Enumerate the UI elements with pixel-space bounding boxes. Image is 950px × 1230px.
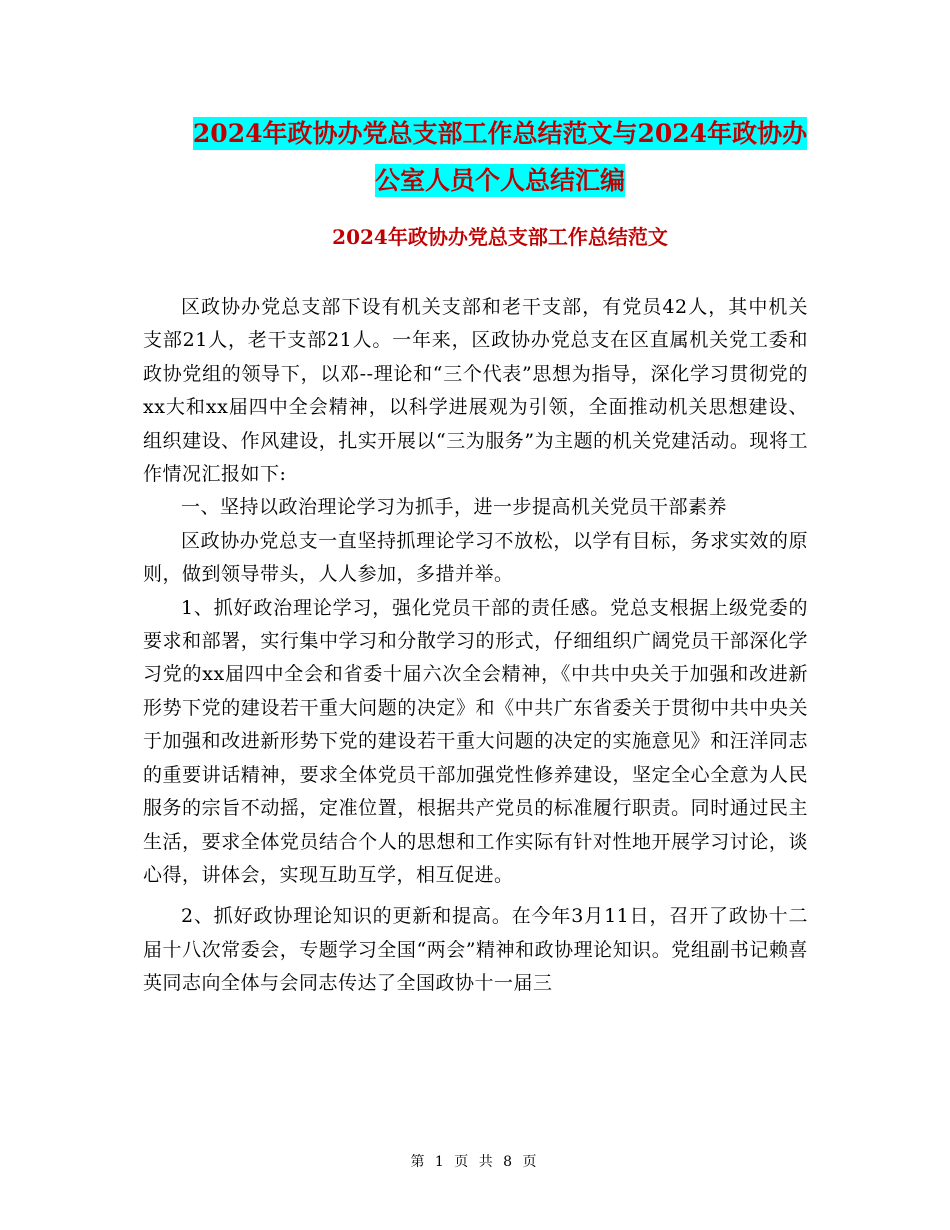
paragraph-principle: 区政协办党总支一直坚持抓理论学习不放松，以学有目标，务求实效的原则，做到领导带头，人人参加，多措并举。 xyxy=(143,529,808,586)
document-title xyxy=(100,110,900,204)
document-title-line-2: 公室人员个人总结汇编 xyxy=(374,166,625,195)
document-title-line-1: 2024年政协办党总支部工作总结范文与2024年政协办 xyxy=(192,119,808,148)
paragraph-heading-1: 一、坚持以政治理论学习为抓手，进一步提高机关党员干部素养 xyxy=(181,496,728,519)
paragraph-item-1: 1、抓好政治理论学习，强化党员干部的责任感。党总支根据上级党委的要求和部署，实行集中学习和分散学习的形式，仔细组织广阔党员干部深化学习党的xx届四中全会和省委十届六次全会精神，《中共中央关于加强和改进新形势下党的建设若干重大问题的决定》和《中共广东省委关于贯彻中共中央关于加强和改进新形势下党的建设若干重大问题的决定的实施意见》和汪洋同志的重要讲话精神，要求全体党员干部加强党性修养建设，坚定全心全意为人民服务的宗旨不动摇，定准位置，根据共产党员的标准履行职责。同时通过民主生活，要求全体党员结合个人的思想和工作实际有针对性地开展学习讨论，谈心得，讲体会，实现互助互学，相互促进。 xyxy=(143,596,808,886)
paragraph-intro: 区政协办党总支部下设有机关支部和老干支部，有党员42人，其中机关支部21人，老干支部21人。一年来，区政协办党总支在区直属机关党工委和政协党组的领导下，以邓--理论和“三个代表”思想为指导，深化学习贯彻党的xx大和xx届四中全会精神，以科学进展观为引领，全面推动机关思想建设、组织建设、作风建设，扎实开展以“三为服务”为主题的机关党建活动。现将工作情况汇报如下: xyxy=(143,296,808,486)
page-number-footer: 第 1 页 共 8 页 xyxy=(410,1154,540,1170)
document-body xyxy=(143,291,808,1001)
section-title: 2024年政协办党总支部工作总结范文 xyxy=(332,225,668,249)
paragraph-item-2: 2、抓好政协理论知识的更新和提高。在今年3月11日，召开了政协十二届十八次常委会，专题学习全国“两会”精神和政协理论知识。党组副书记赖喜英同志向全体与会同志传达了全国政协十一届三 xyxy=(143,905,808,995)
